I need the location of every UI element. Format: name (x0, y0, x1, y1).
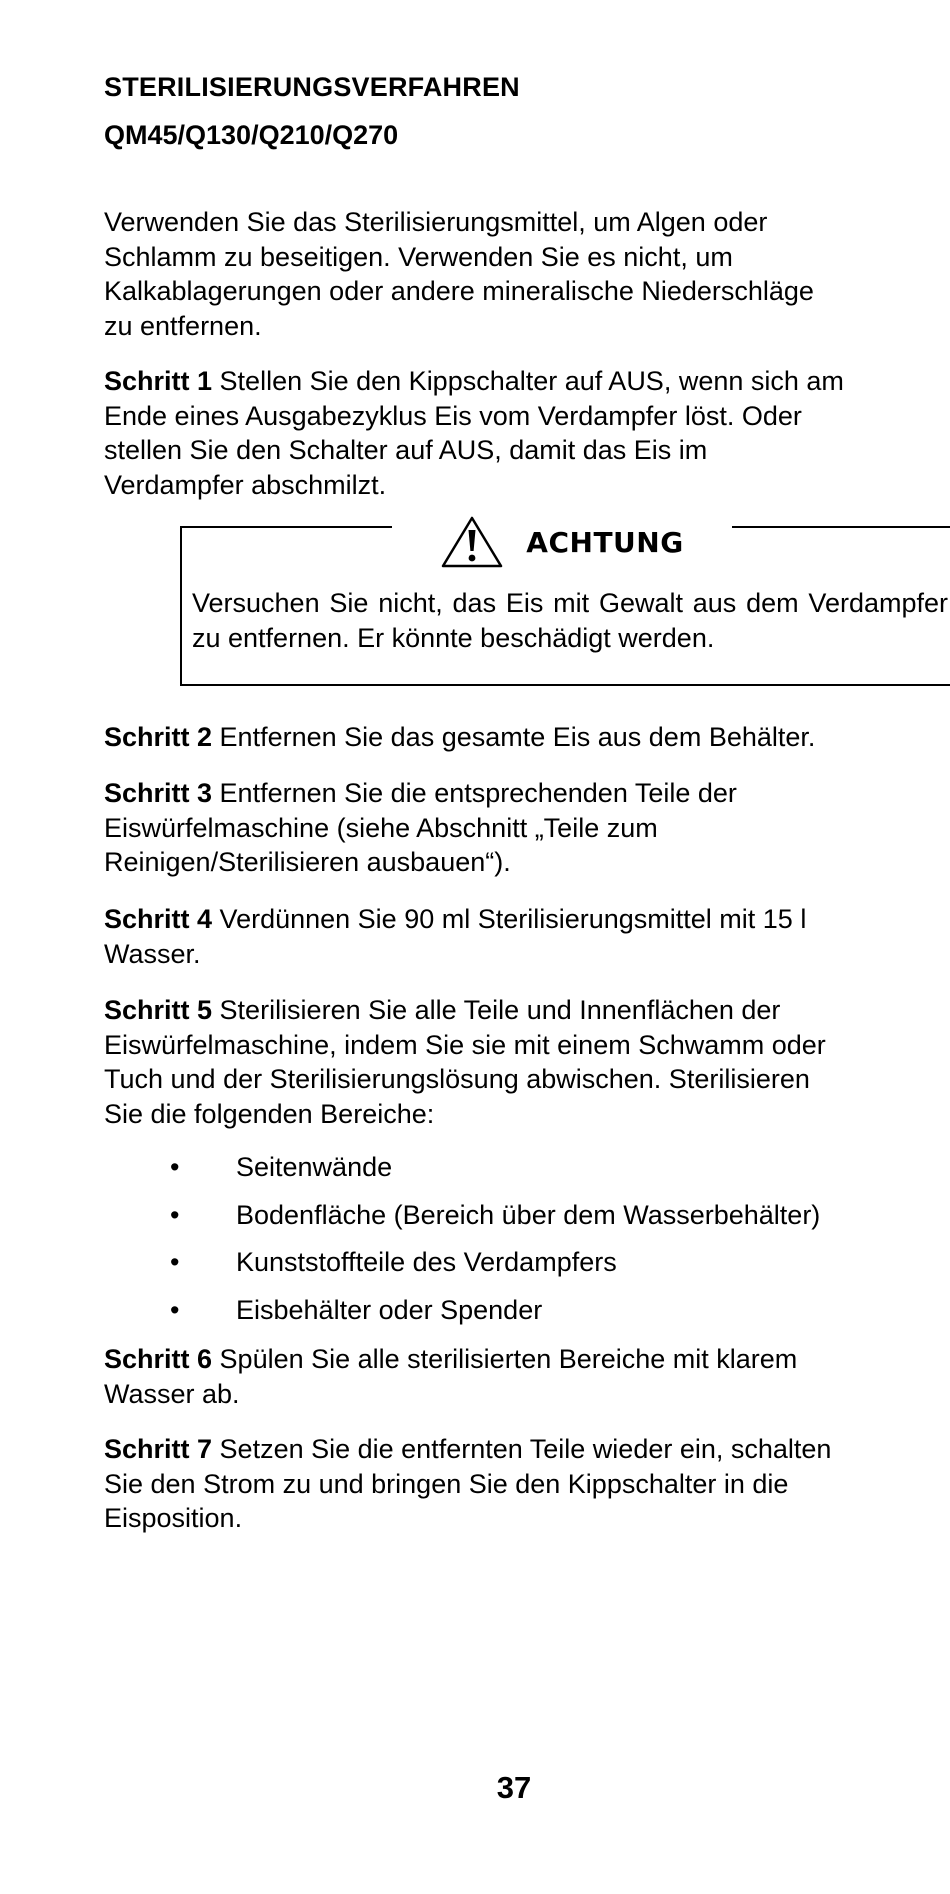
step-label: Schritt 1 (104, 366, 213, 396)
step-label: Schritt 5 (104, 995, 213, 1025)
intro-line: Schlamm zu beseitigen. Verwenden Sie es nicht, um (104, 241, 733, 272)
step-text: Spülen Sie alle sterilisierten Bereiche mit klarem (219, 1344, 798, 1374)
step-label: Schritt 7 (104, 1434, 213, 1464)
list-item-text: Bodenfläche (Bereich über dem Wasserbehälter) (236, 1199, 821, 1230)
list-item (104, 1198, 924, 1246)
warning-box (180, 526, 950, 686)
step-text: Ende eines Ausgabezyklus Eis vom Verdampfer löst. Oder (104, 400, 802, 431)
bullet-dot: • (170, 1247, 180, 1277)
step-text: Verdampfer abschmilzt. (104, 469, 387, 500)
step-text: Sie den Strom zu und bringen Sie den Kippschalter in die (104, 1468, 789, 1499)
list-item-text: Eisbehälter oder Spender (236, 1294, 543, 1325)
intro-paragraph (104, 205, 924, 343)
list-item-text: Kunststoffteile des Verdampfers (236, 1247, 617, 1277)
step-7 (104, 1432, 924, 1536)
step-label: Schritt 6 (104, 1344, 213, 1374)
bullet-dot: • (170, 1294, 180, 1325)
list-item (104, 1150, 924, 1198)
step-1 (104, 364, 924, 502)
intro-line: Kalkablagerungen oder andere mineralische Niederschläge (104, 276, 814, 306)
bullet-dot: • (170, 1152, 180, 1182)
step-text: Eisposition. (104, 1503, 243, 1533)
warning-text: Versuchen Sie nicht, das Eis mit Gewalt aus dem Verdampfer zu entfernen. Er könnte beschädigt werden. (192, 588, 948, 653)
step-text: Eiswürfelmaschine (siehe Abschnitt „Teile zum (104, 812, 658, 843)
step-label: Schritt 4 (104, 904, 213, 934)
step-text: Sterilisieren Sie alle Teile und Innenflächen der (219, 995, 781, 1025)
step-text: Wasser. (104, 938, 201, 969)
step-text: Eiswürfelmaschine, indem Sie sie mit einem Schwamm oder (104, 1029, 826, 1060)
step-text: Entfernen Sie das gesamte Eis aus dem Behälter. (219, 722, 816, 752)
step-2 (104, 720, 924, 755)
step-text: Tuch und der Sterilisierungslösung abwischen. Sterilisieren (104, 1064, 810, 1094)
step-text: Verdünnen Sie 90 ml Sterilisierungsmittel mit 15 l (219, 904, 807, 934)
list-item-text: Seitenwände (236, 1152, 393, 1182)
step-text: Setzen Sie die entfernten Teile wieder ein, schalten (219, 1434, 832, 1464)
step-6 (104, 1342, 924, 1411)
step-label: Schritt 3 (104, 778, 213, 808)
step-text: Reinigen/Sterilisieren ausbauen“). (104, 847, 511, 877)
warning-triangle-icon (440, 515, 504, 569)
step-text: Stellen Sie den Kippschalter auf AUS, wenn sich am (219, 366, 844, 396)
step-3 (104, 776, 924, 880)
bullet-dot: • (170, 1199, 180, 1230)
list-item (104, 1293, 924, 1341)
warning-title: ACHTUNG (526, 525, 684, 559)
model-list: QM45/Q130/Q210/Q270 (104, 120, 399, 150)
step-5 (104, 993, 924, 1131)
step-text: stellen Sie den Schalter auf AUS, damit das Eis im (104, 435, 708, 465)
intro-line: zu entfernen. (104, 310, 262, 341)
step-text: Sie die folgenden Bereiche: (104, 1098, 435, 1129)
intro-line: Verwenden Sie das Sterilisierungsmittel, um Algen oder (104, 207, 768, 237)
warning-header (392, 514, 732, 570)
list-item (104, 1245, 924, 1293)
step-label: Schritt 2 (104, 722, 213, 752)
step-4 (104, 902, 924, 971)
section-title: STERILISIERUNGSVERFAHREN (104, 72, 520, 102)
step-text: Entfernen Sie die entsprechenden Teile der (219, 778, 737, 808)
bullet-list (104, 1150, 924, 1340)
page-number: 37 (496, 1770, 532, 1805)
step-text: Wasser ab. (104, 1378, 240, 1409)
